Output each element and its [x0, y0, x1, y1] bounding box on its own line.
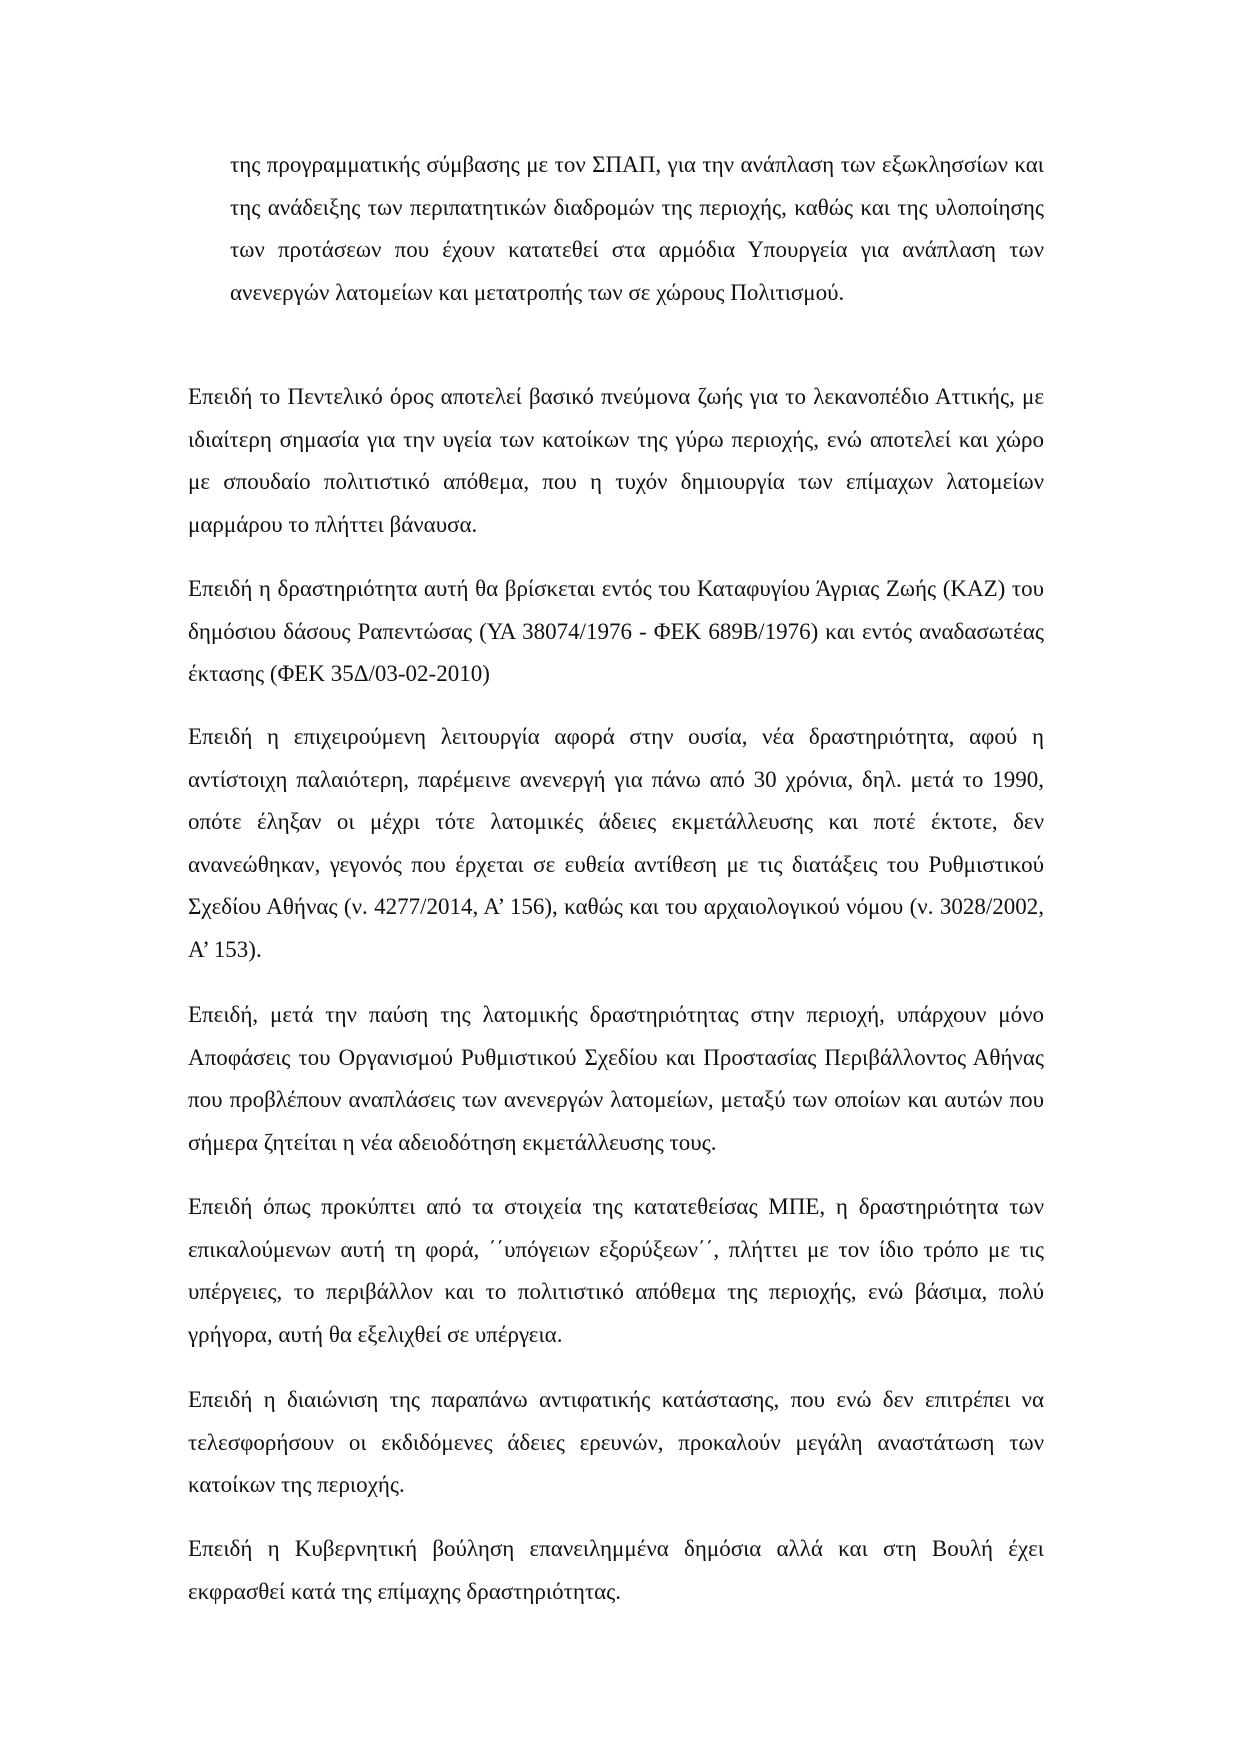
- paragraph-pentelikon: Επειδή το Πεντελικό όρος αποτελεί βασικό πνεύμονα ζωής για το λεκανοπέδιο Αττικής, με ιδιαίτερη σημασία για την υγεία των κατοίκων της γύρω περιοχής, ενώ αποτελεί και χώρο με σπουδαίο πολιτιστικό απόθεμα, που η τυχόν δημιουργία των επίμαχων λατομείων μαρμάρου το πλήττει βάναυσα.: [188, 384, 1044, 537]
- paragraph-government-will: Επειδή η Κυβερνητική βούληση επανειλημμένα δημόσια αλλά και στη Βουλή έχει εκφρασθεί κατά της επίμαχης δραστηριότητας.: [188, 1536, 1044, 1604]
- paragraph-contradictory-situation: Επειδή η διαιώνιση της παραπάνω αντιφατικής κατάστασης, που ενώ δεν επιτρέπει να τελεσφορήσουν οι εκδιδόμενες άδειες ερευνών, προκαλούν μεγάλη αναστάτωση των κατοίκων της περιοχής.: [188, 1387, 1044, 1497]
- paragraph-organization-decisions: Επειδή, μετά την παύση της λατομικής δραστηριότητας στην περιοχή, υπάρχουν μόνο Αποφάσεις του Οργανισμού Ρυθμιστικού Σχεδίου και Προστασίας Περιβάλλοντος Αθήνας που προβλέπουν αναπλάσεις των ανενεργών λατομείων, μεταξύ των οποίων και αυτών που σήμερα ζητείται η νέα αδειοδότηση εκμετάλλευσης τους.: [188, 1002, 1044, 1155]
- paragraph-underground-mining: Επειδή όπως προκύπτει από τα στοιχεία της κατατεθείσας ΜΠΕ, η δραστηριότητα των επικαλούμενων αυτή τη φορά, ΄΄υπόγειων εξορύξεων΄΄, πλήττει με τον ίδιο τρόπο με τις υπέργειες, το περιβάλλον και το πολιτιστικό απόθεμα της περιοχής, ενώ βάσιμα, πολύ γρήγορα, αυτή θα εξελιχθεί σε υπέργεια.: [188, 1194, 1044, 1347]
- paragraph-continuation: της προγραμματικής σύμβασης με τον ΣΠΑΠ, για την ανάπλαση των εξωκλησσίων και της ανάδειξης των περιπατητικών διαδρομών της περιοχής, καθώς και της υλοποίησης των προτάσεων που έχουν κατατεθεί στα αρμόδια Υπουργεία για ανάπλαση των ανενεργών λατομείων και μετατροπής των σε χώρους Πολιτισμού.: [230, 152, 1044, 305]
- paragraph-wildlife-refuge: Επειδή η δραστηριότητα αυτή θα βρίσκεται εντός του Καταφυγίου Άγριας Ζωής (ΚΑΖ) του δημόσιου δάσους Ραπεντώσας (ΥΑ 38074/1976 - ΦΕΚ 689Β/1976) και εντός αναδασωτέας έκτασης (ΦΕΚ 35Δ/03-02-2010): [188, 576, 1044, 686]
- paragraph-new-activity: Επειδή η επιχειρούμενη λειτουργία αφορά στην ουσία, νέα δραστηριότητα, αφού η αντίστοιχη παλαιότερη, παρέμεινε ανενεργή για πάνω από 30 χρόνια, δηλ. μετά το 1990, οπότε έληξαν οι μέχρι τότε λατομικές άδειες εκμετάλλευσης και ποτέ έκτοτε, δεν ανανεώθηκαν, γεγονός που έρχεται σε ευθεία αντίθεση με τις διατάξεις του Ρυθμιστικού Σχεδίου Αθήνας (ν. 4277/2014, Α’ 156), καθώς και του αρχαιολογικού νόμου (ν. 3028/2002, Α’ 153).: [188, 724, 1044, 962]
